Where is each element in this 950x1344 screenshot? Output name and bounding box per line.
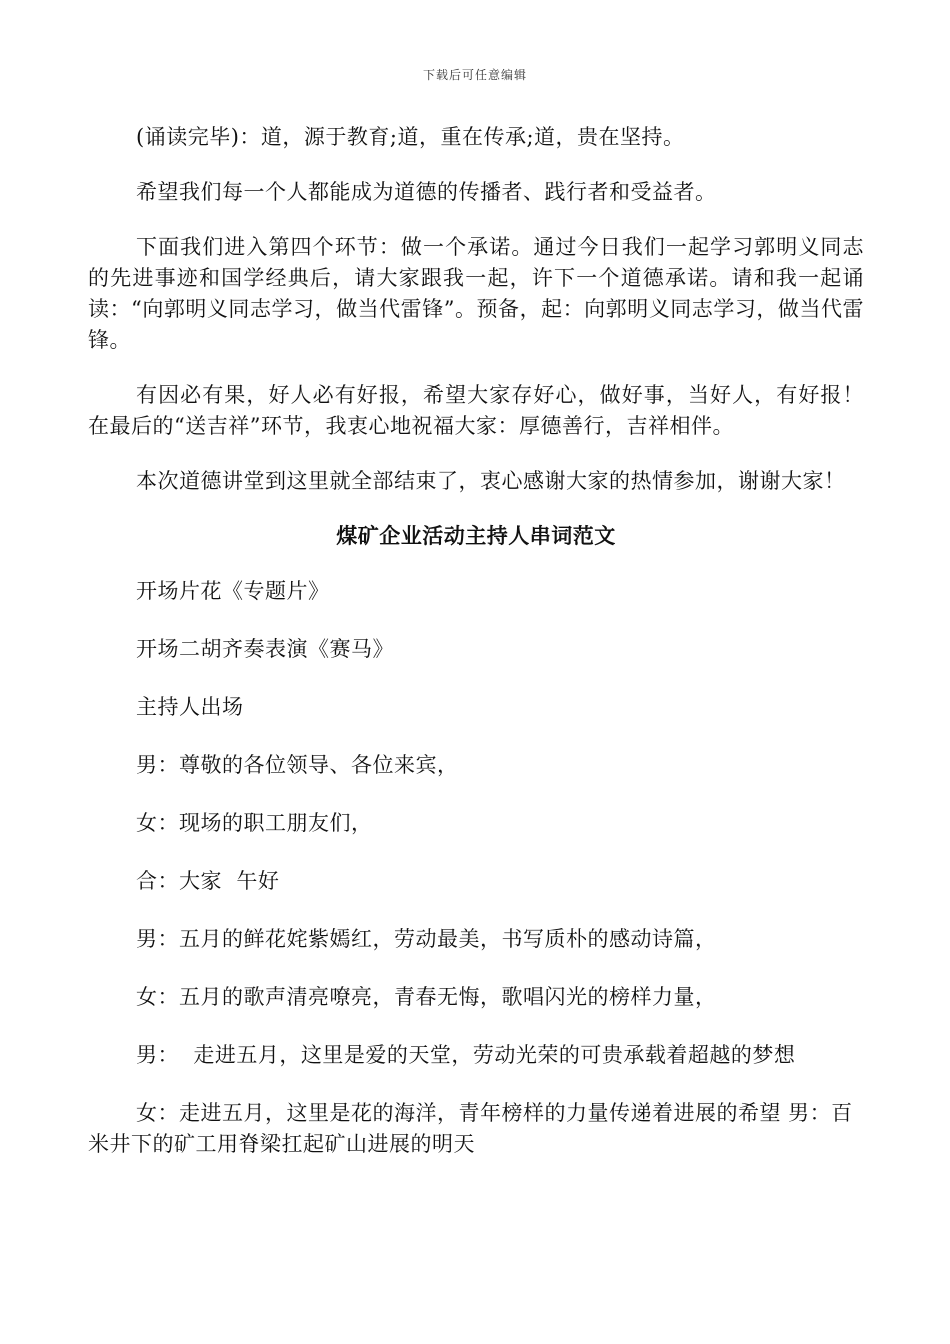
- script-line: 男： 走进五月，这里是爱的天堂，劳动光荣的可贵承载着超越的梦想: [136, 1043, 796, 1067]
- paragraph-blessing: 有因必有果，好人必有好报，希望大家存好心，做好事，当好人，有好报！在最后的“送吉祥”环节，我衷心地祝福大家：厚德善行，吉祥相伴。: [88, 383, 864, 438]
- paragraph-closing: 本次道德讲堂到这里就全部结束了，衷心感谢大家的热情参加，谢谢大家！: [136, 469, 846, 493]
- paragraph-recitation-end: (诵读完毕)：道，源于教育;道，重在传承;道，贵在坚持。: [136, 125, 685, 149]
- script-line: 女：五月的歌声清亮嘹亮，青春无悔，歌唱闪光的榜样力量，: [136, 985, 717, 1009]
- script-line: 开场片花《专题片》: [136, 579, 330, 603]
- section-title: 煤矿企业活动主持人串词范文: [336, 524, 616, 548]
- paragraph-hope: 希望我们每一个人都能成为道德的传播者、践行者和受益者。: [136, 180, 717, 204]
- script-line: 男：五月的鲜花姹紫嫣红，劳动最美，书写质朴的感动诗篇，: [136, 927, 717, 951]
- page-header: 下载后可任意编辑: [422, 68, 527, 82]
- paragraph-fourth-segment: 下面我们进入第四个环节：做一个承诺。通过今日我们一起学习郭明义同志的先进事迹和国学经典后，请大家跟我一起，许下一个道德承诺。请和我一起诵读：“向郭明义同志学习，做当代雷锋”。预备，起：向郭明义同志学习，做当代雷锋。: [88, 235, 864, 352]
- document-body: [88, 122, 864, 1160]
- script-line: 主持人出场: [136, 695, 244, 719]
- script-line: 男：尊敬的各位领导、各位来宾，: [136, 753, 459, 777]
- script-line: 女：走进五月，这里是花的海洋，青年榜样的力量传递着进展的希望 男：百米井下的矿工用脊梁扛起矿山进展的明天: [88, 1101, 853, 1156]
- script-line: 女：现场的职工朋友们，: [136, 811, 373, 835]
- script-line: 开场二胡齐奏表演《赛马》: [136, 637, 394, 661]
- script-line: 合：大家 午好: [136, 869, 280, 893]
